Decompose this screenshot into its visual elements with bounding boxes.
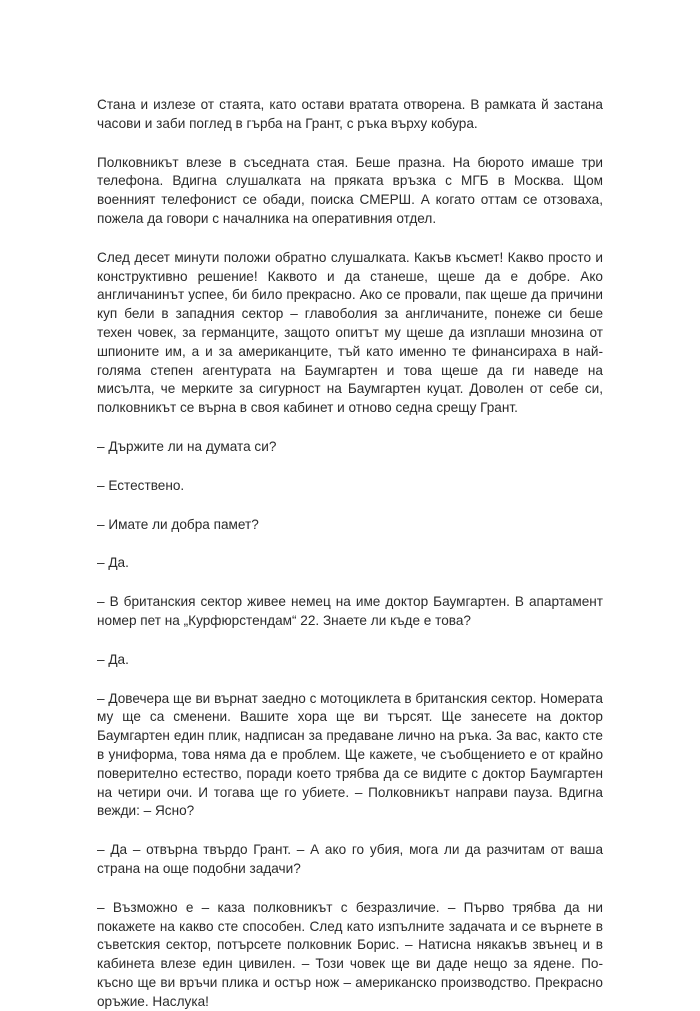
dialogue-line: – Естествено. xyxy=(97,477,185,493)
dialogue-line: – Възможно е – каза полковникът с безразличие. – Първо трябва да ни покажете на какво сте способен. След като изпълните задачата и се върнете в съветския сектор, потърсете полковник Борис. – Натисна някакъв звънец и в кабинета влезе един цивилен. – Този човек ще ви даде нещо за ядене. По-късно ще ви връчи плика и остър нож – американско производство. Прекрасно оръжие. Наслука! xyxy=(97,899,603,1009)
dialogue-line: – Да. xyxy=(97,651,129,667)
dialogue-line: – Да. xyxy=(97,555,129,571)
body-text xyxy=(97,96,603,1011)
paragraph: След десет минути положи обратно слушалката. Какъв късмет! Какво просто и конструктивно решение! Каквото и да станеше, щеше да е добре. Ако англичанинът успее, би било прекрасно. Ако се провали, пак щеше да причини куп бели в западния сектор – главоболия за англичаните, понеже си беше техен човек, за германците, защото опитът му щеше да изплаши мнозина от шпионите им, а и за американците, тъй като именно те финансираха в най-голяма степен агентурата на Баумгартен и това щеше да ги наведе на мисълта, че мерките за сигурност на Баумгартен куцат. Доволен от себе си, полковникът се върна в своя кабинет и отново седна срещу Грант. xyxy=(97,249,603,416)
dialogue-line: – Довечера ще ви върнат заедно с мотоциклета в британския сектор. Номерата му ще са сменени. Вашите хора ще ви търсят. Ще занесете на доктор Баумгартен един плик, надписан за предаване лично на ръка. За вас, както сте в униформа, това няма да е проблем. Ще кажете, че съобщението е от крайно поверително естество, поради което трябва да се видите с доктор Баумгартен на четири очи. И тогава ще го убиете. – Полковникът направи пауза. Вдигна вежди: – Ясно? xyxy=(97,690,603,819)
paragraph: Полковникът влезе в съседната стая. Беше празна. На бюрото имаше три телефона. Вдигна слушалката на пряката връзка с МГБ в Москва. Щом военният телефонист се обади, поиска СМЕРШ. А когато оттам се отзоваха, пожела да говори с началника на оперативния отдел. xyxy=(97,154,603,226)
dialogue-line: – В британския сектор живее немец на име доктор Баумгартен. В апартамент номер пет на „Курфюрстендам“ 22. Знаете ли къде е това? xyxy=(97,594,603,628)
dialogue-line: – Да – отвърна твърдо Грант. – А ако го убия, мога ли да разчитам от ваша страна на още подобни задачи? xyxy=(97,842,603,876)
dialogue-line: – Имате ли добра памет? xyxy=(97,516,259,532)
paragraph: Стана и излезе от стаята, като остави вратата отворена. В рамката й застана часови и заби поглед в гърба на Грант, с ръка върху кобура. xyxy=(97,97,603,131)
dialogue-line: – Държите ли на думата си? xyxy=(97,438,277,454)
